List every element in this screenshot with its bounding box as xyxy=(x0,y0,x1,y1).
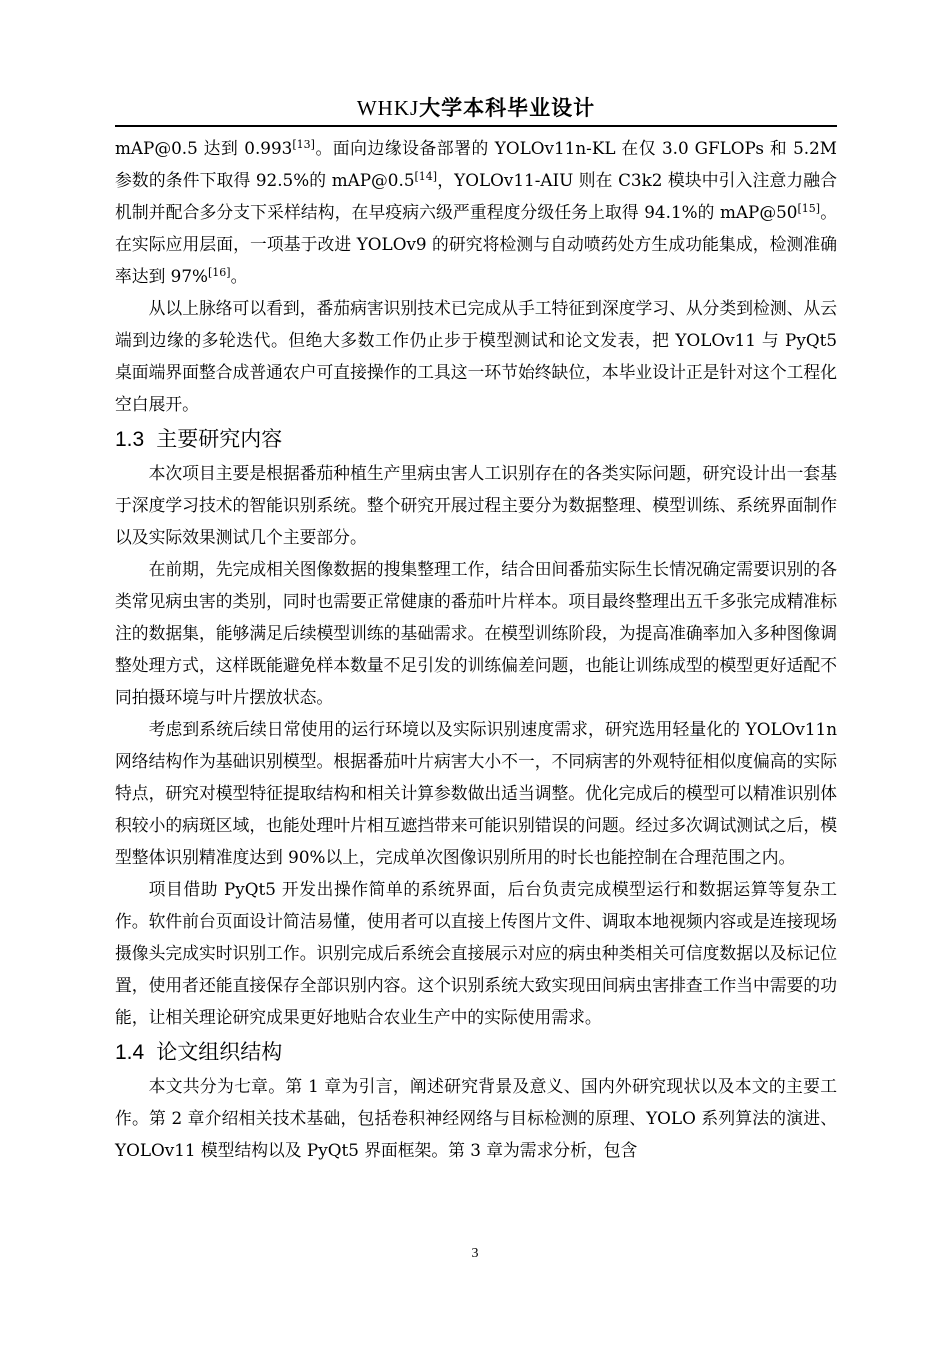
body-text xyxy=(115,132,837,1166)
header-rule xyxy=(115,125,837,127)
section-number: 1.4 xyxy=(115,1041,145,1064)
paragraph: 项目借助 PyQt5 开发出操作简单的系统界面，后台负责完成模型运行和数据运算等复杂工作。软件前台页面设计简洁易懂，使用者可以直接上传图片文件、调取本地视频内容或是连接现场摄像头完成实时识别工作。识别完成后系统会直接展示对应的病虫种类相关可信度数据以及标记位置，使用者还能直接保存全部识别内容。这个识别系统大致实现田间病虫害排查工作当中需要的功能，让相关理论研究成果更好地贴合农业生产中的实际使用需求。 xyxy=(115,879,837,1027)
running-header xyxy=(115,92,837,122)
paragraph: 本文共分为七章。第 1 章为引言，阐述研究背景及意义、国内外研究现状以及本文的主要工作。第 2 章介绍相关技术基础，包括卷积神经网络与目标检测的原理、YOLO 系列算法的演进、YOLOv11 模型结构以及 PyQt5 界面框架。第 3 章为需求分析，包含 xyxy=(115,1076,837,1160)
page-number: 3 xyxy=(471,1246,479,1261)
header-title: 大学本科毕业设计 xyxy=(419,96,596,120)
paragraph: 本次项目主要是根据番茄种植生产里病虫害人工识别存在的各类实际问题，研究设计出一套基于深度学习技术的智能识别系统。整个研究开展过程主要分为数据整理、模型训练、系统界面制作以及实际效果测试几个主要部分。 xyxy=(115,463,837,547)
text-run: 。面向边缘设备部署的 YOLOv11n-KL 在仅 3.0 GFLOPs 和 5.2M 参数的条件下取得 92.5%的 mAP@0.5 xyxy=(115,138,837,190)
paragraph: 在前期，先完成相关图像数据的搜集整理工作，结合田间番茄实际生长情况确定需要识别的各类常见病虫害的类别，同时也需要正常健康的番茄叶片样本。项目最终整理出五千多张完成精准标注的数据集，能够满足后续模型训练的基础需求。在模型训练阶段，为提高准确率加入多种图像调整处理方式，这样既能避免样本数量不足引发的训练偏差问题，也能让训练成型的模型更好适配不同拍摄环境与叶片摆放状态。 xyxy=(115,559,837,707)
section-title: 主要研究内容 xyxy=(156,427,283,451)
section-heading-1-4 xyxy=(115,1035,837,1070)
citation-15: [15] xyxy=(797,202,821,215)
citation-14: [14] xyxy=(414,170,438,183)
section-heading-1-3 xyxy=(115,422,837,457)
citation-13: [13] xyxy=(292,138,315,151)
paragraph: 从以上脉络可以看到，番茄病害识别技术已完成从手工特征到深度学习、从分类到检测、从云端到边缘的多轮迭代。但绝大多数工作仍止步于模型测试和论文发表，把 YOLOv11 与 PyQt5 桌面端界面整合成普通农户可直接操作的工具这一环节始终缺位，本毕业设计正是针对这个工程化空白展开。 xyxy=(115,298,837,414)
text-run: ，YOLOv11-AIU 则在 C3k2 模块中引入注意力融合机制并配合多分支下采样结构，在早疫病六级严重程度分级任务上取得 94.1%的 mAP@50 xyxy=(115,170,837,222)
section-title: 论文组织结构 xyxy=(156,1040,283,1064)
citation-16: [16] xyxy=(207,266,231,279)
text-run: 。 xyxy=(230,266,248,286)
text-run: mAP@0.5 达到 0.993 xyxy=(115,138,293,158)
paragraph-continued xyxy=(115,132,837,292)
header-brand: WHKJ xyxy=(356,96,420,120)
text-run: 。在实际应用层面，一项基于改进 YOLOv9 的研究将检测与自动喷药处方生成功能集成，检测准确率达到 97% xyxy=(115,202,837,286)
section-number: 1.3 xyxy=(115,428,145,451)
paragraph: 考虑到系统后续日常使用的运行环境以及实际识别速度需求，研究选用轻量化的 YOLOv11n 网络结构作为基础识别模型。根据番茄叶片病害大小不一，不同病害的外观特征相似度偏高的实际特点，研究对模型特征提取结构和相关计算参数做出适当调整。优化完成后的模型可以精准识别体积较小的病斑区域，也能处理叶片相互遮挡带来可能识别错误的问题。经过多次调试测试之后，模型整体识别精准度达到 90%以上，完成单次图像识别所用的时长也能控制在合理范围之内。 xyxy=(115,719,837,867)
